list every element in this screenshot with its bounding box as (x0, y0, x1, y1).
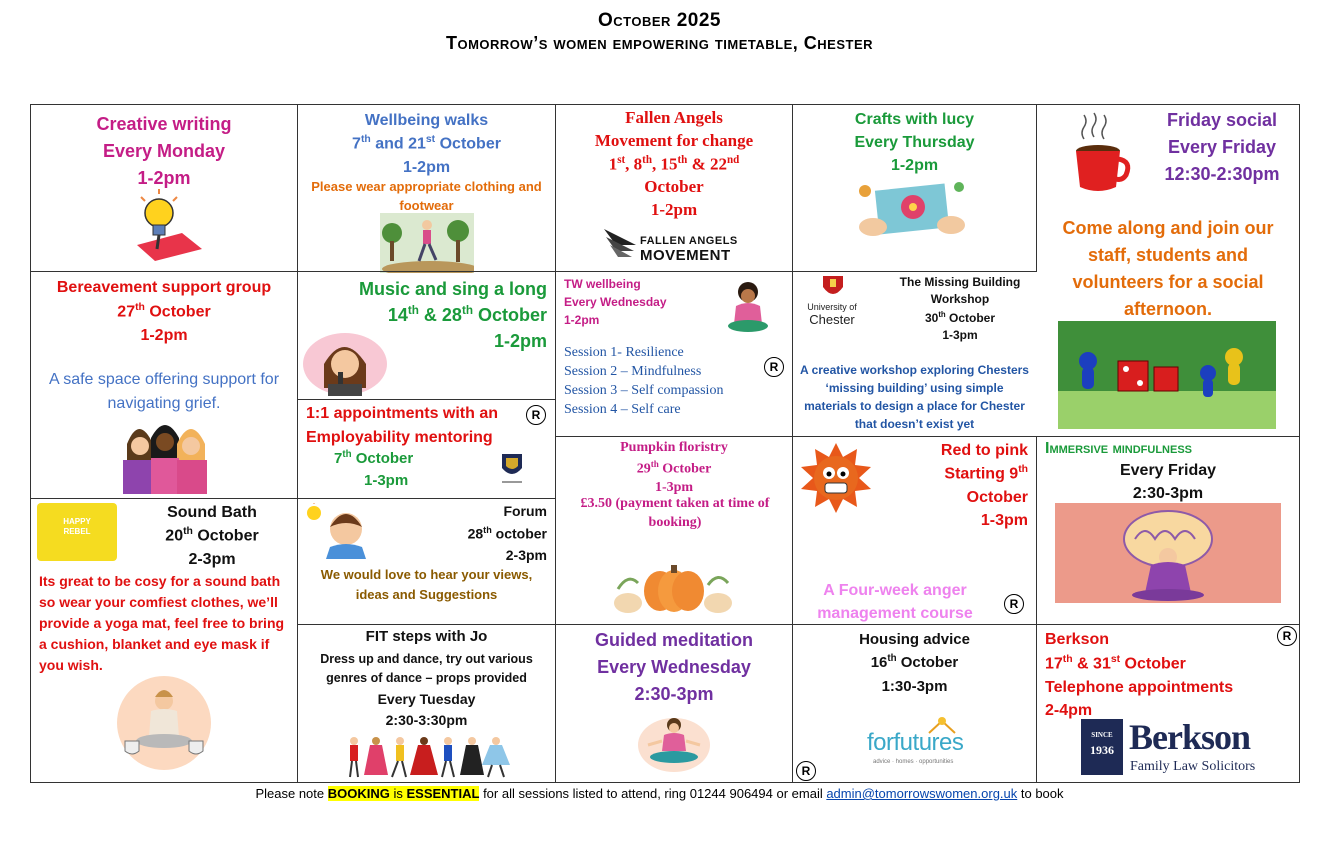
walks-mid: and 21 (370, 135, 426, 153)
berkson-logo-sub: Family Law Solicitors (1130, 759, 1256, 774)
fit-freq: Every Tuesday (377, 691, 476, 707)
guided-time: 2:30-3pm (634, 684, 714, 704)
fallen-logo-line1: FALLEN ANGELS (640, 235, 738, 247)
fallen-month: October (644, 177, 704, 197)
fit-time: 2:30-3:30pm (385, 712, 468, 728)
page-title: October 2025 (598, 10, 721, 31)
employability-time: 1-3pm (364, 471, 409, 489)
sound-time: 2-3pm (188, 550, 236, 568)
sound-bath-icon (109, 675, 219, 771)
tw-wellbeing-cell (555, 271, 793, 437)
immersive-time: 2:30-3pm (1132, 485, 1204, 503)
creative-freq: Every Monday (102, 141, 226, 161)
registered-mark: R (764, 357, 784, 377)
redpink-sfx: th (1018, 464, 1028, 476)
immersive-freq: Every Friday (1119, 462, 1217, 479)
tw-freq: Every Wednesday (564, 295, 667, 309)
registered-mark: R (1277, 626, 1297, 646)
sound-bath-cell (30, 498, 298, 783)
immersive-title: Immersive mindfulness (1045, 440, 1193, 457)
uni-logo-line1: University of (807, 302, 857, 312)
sound-desc: Its great to be cosy for a sound bath so wear your comfiest clothes, we’ll provide a yoga mat, feel free to bring a cushion, blanket and eye mask if you wish. (39, 573, 285, 673)
fallen-time: 1-2pm (650, 200, 698, 220)
tw-session2: Session 2 – Mindfulness (564, 363, 702, 379)
forum-desc: We would love to hear your views, ideas and Suggestions (320, 567, 533, 602)
housing-month: October (896, 654, 959, 672)
registered-mark: R (1004, 594, 1024, 614)
pumpkin-month: October (658, 461, 712, 477)
fallen-angels-cell: Fallen Angels Movement for change 1st, 8th, 15th & 22nd October 1-2pm FALLEN ANGELS MOVEMENT (555, 104, 793, 272)
bereavement-title: Bereavement support group (56, 279, 272, 296)
berkson-cell (1036, 624, 1300, 783)
berkson-year: 1936 (1090, 743, 1114, 757)
footer-mid: for all sessions listed to attend, ring 01244 906494 or email (479, 786, 827, 801)
university-crest-icon (822, 275, 844, 301)
music-cell (297, 271, 556, 400)
footer-post: to book (1017, 786, 1064, 801)
forum-day: 28 (467, 525, 484, 542)
uni-logo-line2: Chester (809, 311, 855, 327)
lightbulb-pen-icon (127, 185, 207, 263)
hugging-women-icon (117, 414, 213, 494)
forum-sfx: th (483, 524, 492, 535)
redpink-desc: A Four-week anger management course (817, 582, 973, 623)
registered-mark: R (796, 761, 816, 781)
crafts-hands-icon (855, 177, 969, 243)
housing-sfx: th (887, 653, 897, 665)
guided-freq: Every Wednesday (597, 657, 751, 677)
redpink-month: October (966, 488, 1028, 506)
mindful-brain-icon (1055, 503, 1281, 603)
bereavement-time: 1-2pm (140, 327, 188, 345)
forfutures-logo: forfutures (867, 729, 964, 756)
berkson-logo: Berkson (1129, 717, 1251, 757)
friday-social-cell (1036, 104, 1300, 437)
walks-time: 1-2pm (402, 158, 451, 176)
walks-month: October (435, 135, 501, 153)
angry-face-icon (799, 441, 873, 515)
forum-title: Forum (503, 503, 547, 519)
berkson-phone: Telephone appointments (1045, 678, 1234, 696)
music-sfx2: th (461, 304, 473, 318)
employability-day: 7 (334, 450, 343, 467)
forum-time: 2-3pm (505, 547, 547, 564)
tw-session4: Session 4 – Self care (564, 401, 681, 417)
footer-essential: ESSENTIAL (406, 786, 480, 801)
employability-sfx: th (342, 449, 352, 460)
walks-note: Please wear appropriate clothing and footwear (311, 179, 542, 213)
pumpkin-title: Pumpkin floristry (620, 440, 728, 455)
walks-sfx2: st (425, 134, 436, 146)
berkson-sfx2: st (1110, 653, 1121, 665)
berkson-since: SINCE (1091, 731, 1113, 739)
bereavement-day: 27 (117, 303, 136, 321)
creative-writing-cell (30, 104, 298, 272)
crest-logo-icon (500, 452, 524, 486)
social-time: 12:30-2:30pm (1164, 164, 1280, 184)
happy-rebel-line2: REBEL (63, 527, 91, 537)
missing-month: October (945, 310, 996, 325)
guided-meditation-cell (555, 624, 793, 783)
missing-title: The Missing Building Workshop (899, 275, 1021, 307)
pumpkin-sfx: th (650, 458, 659, 469)
meditation-pose-icon (636, 711, 712, 773)
housing-title: Housing advice (859, 631, 970, 648)
tw-session3: Session 3 – Self compassion (564, 382, 724, 398)
fit-desc: Dress up and dance, try out various genres of dance – props provided (320, 652, 533, 686)
sound-title: Sound Bath (167, 504, 257, 521)
sound-day: 20 (165, 527, 184, 545)
housing-time: 1:30-3pm (881, 677, 948, 695)
registered-mark: R (526, 405, 546, 425)
board-game-icon (1058, 321, 1276, 429)
employability-line1: 1:1 appointments with an (306, 405, 499, 422)
crafts-title: Crafts with lucy (854, 111, 975, 128)
tw-session1: Session 1- Resilience (564, 345, 684, 360)
fallen-subtitle: Movement for change (594, 130, 754, 150)
footer-booking: BOOKING (327, 786, 390, 801)
forum-cell (297, 498, 556, 625)
happy-rebel-line1: HAPPY (63, 517, 91, 526)
singing-woman-icon (302, 332, 388, 396)
pumpkin-price: £3.50 (payment taken at time of booking) (580, 496, 770, 530)
employability-line2: Employability mentoring (306, 429, 493, 446)
walks-title: Wellbeing walks (364, 112, 489, 129)
employability-cell (297, 399, 556, 499)
forum-month: october (491, 525, 547, 542)
dancers-icon (342, 733, 512, 779)
housing-day: 16 (870, 654, 888, 672)
social-desc: Come along and join our staff, students and volunteers for a social afternoon. (1062, 218, 1274, 319)
missing-day: 30 (924, 310, 939, 325)
page-subtitle: Tomorrow’s women empowering timetable, Chester (445, 33, 874, 53)
missing-time: 1-3pm (942, 328, 978, 343)
redpink-start: Starting 9 (944, 465, 1019, 483)
footer-pre: Please note (255, 786, 328, 801)
housing-cell (792, 624, 1037, 783)
forfutures-tagline: advice · homes · opportunities (873, 759, 954, 765)
redpink-line1: Red to pink (940, 442, 1028, 459)
pumpkin-cell (555, 436, 793, 625)
music-sfx1: th (407, 304, 419, 318)
fallen-date1: 1 (608, 154, 618, 174)
missing-sfx: th (938, 309, 946, 319)
crafts-freq: Every Thursday (854, 134, 975, 152)
social-freq: Every Friday (1167, 137, 1277, 157)
berkson-mid: & 31 (1072, 655, 1111, 672)
bereavement-month: October (144, 303, 211, 321)
berkson-time: 2-4pm (1045, 702, 1093, 720)
walking-woman-icon (380, 213, 474, 273)
pumpkin-day: 29 (636, 461, 651, 477)
fallen-sfx4: nd (727, 153, 740, 166)
meditating-woman-icon (726, 280, 770, 334)
bereavement-sfx: th (135, 302, 145, 313)
sound-month: October (192, 527, 259, 545)
creative-title: Creative writing (96, 114, 232, 134)
berkson-month: October (1120, 655, 1186, 672)
walks-date1: 7 (352, 135, 361, 153)
immersive-cell (1036, 436, 1300, 625)
email-link[interactable]: admin@tomorrowswomen.org.uk (826, 786, 1018, 801)
pumpkin-time: 1-3pm (654, 480, 694, 496)
wellbeing-walks-cell (297, 104, 556, 272)
fallen-title: Fallen Angels (625, 108, 723, 127)
footer-is: is (389, 786, 407, 801)
crafts-time: 1-2pm (890, 157, 939, 175)
social-title: Friday social (1166, 110, 1278, 130)
fallen-sfx3: th (677, 153, 688, 166)
tw-title: TW wellbeing (564, 277, 641, 291)
fallen-date4: 22 (710, 154, 727, 174)
fallen-date3: 15 (660, 154, 678, 174)
berkson-sfx1: th (1062, 653, 1073, 665)
walks-sfx1: th (360, 134, 371, 146)
employability-month: October (351, 450, 414, 467)
crafts-cell (792, 104, 1037, 272)
berkson-title: Berkson (1045, 631, 1110, 648)
music-date1: 14 (387, 305, 408, 326)
music-title: Music and sing a long (358, 279, 547, 299)
missing-desc: A creative workshop exploring Chesters ‘missing building’ using simple materials to design a place for Chester that doesn’t exist yet (800, 363, 1029, 431)
fallen-sfx1: st (617, 153, 626, 166)
bereavement-desc: A safe space offering support for navigating grief. (48, 371, 280, 412)
sound-sfx: th (183, 526, 193, 538)
guided-title: Guided meditation (594, 630, 753, 650)
tw-time: 1-2pm (564, 313, 600, 327)
redpink-time: 1-3pm (980, 511, 1028, 529)
fit-title: FIT steps with Jo (365, 628, 488, 645)
footer-note (0, 786, 1319, 801)
fallen-logo-line2: MOVEMENT (640, 247, 731, 264)
fit-steps-cell (297, 624, 556, 783)
fallen-date2: 8 (633, 154, 643, 174)
berkson-badge (1081, 719, 1123, 775)
berkson-date1: 17 (1045, 655, 1063, 672)
happy-rebel-logo (37, 503, 117, 561)
wing-logo-icon (602, 225, 642, 263)
creative-time: 1-2pm (137, 168, 191, 188)
bereavement-cell (30, 271, 298, 499)
music-mid: & 28 (418, 305, 462, 326)
music-time: 1-2pm (493, 331, 547, 352)
pumpkin-icon (608, 549, 738, 619)
idea-girl-icon (302, 503, 376, 559)
missing-building-cell (792, 271, 1037, 437)
red-to-pink-cell (792, 436, 1037, 625)
music-month: October (472, 305, 547, 326)
fallen-sfx2: th (642, 153, 652, 166)
